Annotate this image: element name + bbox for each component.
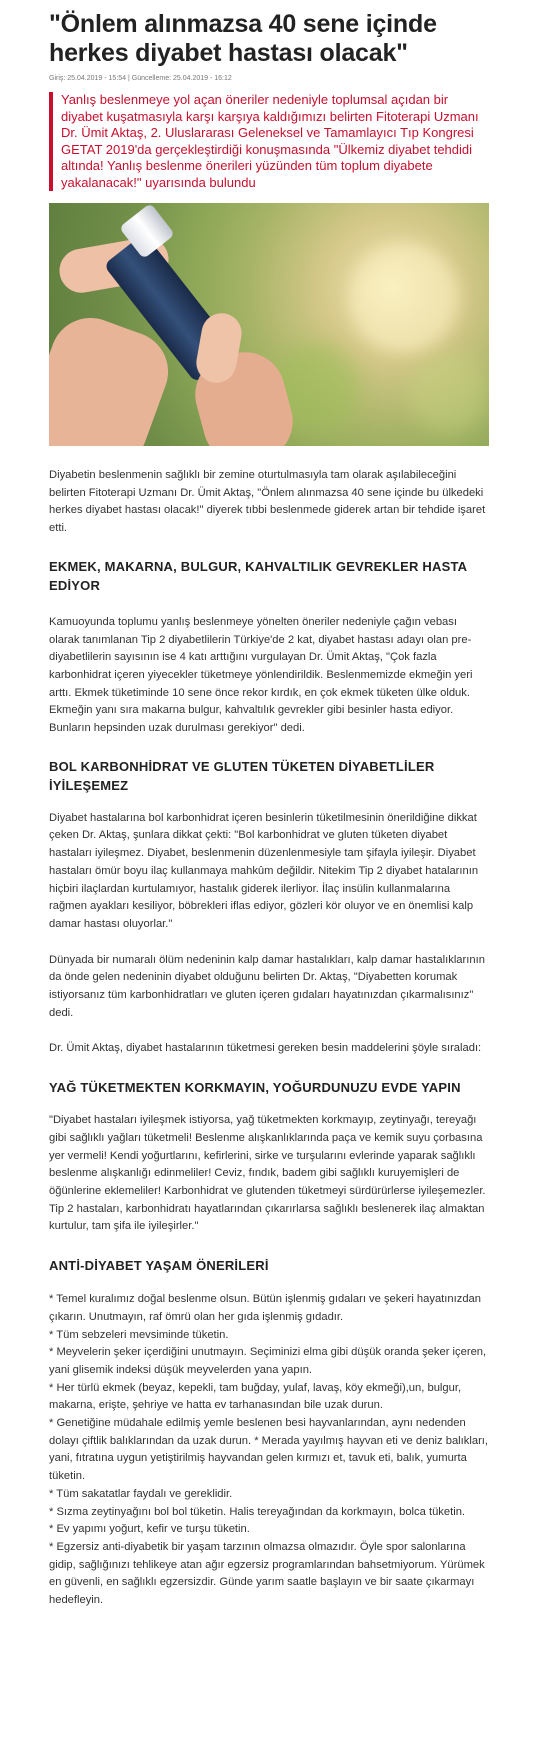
paragraph-siralama: Dr. Ümit Aktaş, diyabet hastalarının tüketmesi gereken besin maddelerini şöyle sıraladı: — [49, 1042, 482, 1055]
article-content — [49, 10, 489, 1610]
bokeh-light — [349, 243, 459, 353]
list-item: * Sızma zeytinyağını bol bol tüketin. Halis tereyağından da korkmayın, bolca tüketin. — [49, 1505, 466, 1518]
article-summary: Yanlış beslenmeye yol açan öneriler nedeniyle toplumsal açıdan bir diyabet kuşatmasıyla karşı karşıya kaldığımızı belirten Fitoterapi Uzmanı Dr. Ümit Aktaş, 2. Uluslararası Geleneksel ve Tamamlayıcı Tıp Kongresi GETAT 2019'da gerçekleştirdiği konuşmasında "Ülkemiz diyabet tehdidi altında! Yanlış beslenme önerileri yüzünden tüm toplum diyabete yakalanacak!" uyarısında bulundu — [49, 92, 489, 191]
list-item: * Ev yapımı yoğurt, kefir ve turşu tüketin. — [49, 1523, 250, 1536]
article-dates: Giriş: 25.04.2019 - 15:54 | Güncelleme: 25.04.2019 - 16:12 — [49, 75, 232, 82]
hero-image — [49, 203, 489, 446]
list-item: * Temel kuralımız doğal beslenme olsun. Bütün işlenmiş gıdaları ve şekeri hayatınızdan çıkarın. Unutmayın, raf ömrü olan her gıda işlenmiş gıdadır. — [49, 1293, 481, 1323]
heading-ekmek: EKMEK, MAKARNA, BULGUR, KAHVALTILIK GEVREKLER HASTA EDİYOR — [49, 558, 467, 593]
list-item: * Tüm sakatatlar faydalı ve gereklidir. — [49, 1487, 233, 1500]
list-item: * Her türlü ekmek (beyaz, kepekli, tam buğday, yulaf, lavaş, köy ekmeği),un, bulgur, makarna, erişte, şehriye ve hatta ev tarhanasından bile uzak durun. — [49, 1381, 462, 1412]
list-item: * Meyvelerin şeker içerdiğini unutmayın. Seçiminizi elma gibi düşük oranda şeker içeren, yani glisemik indeksi düşük meyvelerden yana yapın. — [49, 1346, 487, 1376]
list-item: * Tüm sebzeleri mevsiminde tüketin. — [49, 1328, 229, 1341]
paragraph-karbonhidrat: Diyabet hastalarına bol karbonhidrat içeren besinlerin tüketilmesinin önerildiğine dikkat çeken Dr. Aktaş, şunlara dikkat çekti: "Bol karbonhidrat ve gluten tüketen diyabet hastaları iyileşmez. Diyabet, beslenmenin düzenlenmesiyle tam şifayla iyileşir. Diyabet hastaları ömür boyu ilaç kullanmaya mahkûm değildir. Nitekim Tip 2 diyabet hatalarının hiçbiri ilaçlardan kurtulamıyor, hastalık giderek ilerliyor. İlaç insülin kullanmalarına rağmen ayakları kesiliyor, böbrekleri iflas ediyor, gözleri kör oluyor ve en önemlisi kalp damar hastası oluyorlar." — [49, 811, 479, 930]
bokeh-yellow — [409, 353, 489, 433]
paragraph-yag: "Diyabet hastaları iyileşmek istiyorsa, yağ tüketmekten korkmayıp, zeytinyağı, tereyağı gibi sağlıklı yağları tüketmeli! Beslenme alışkanlıklarında paça ve kemik suyu çorbasına yer vermeli! Kendi yoğurtlarını, kefirlerini, sirke ve turşularını evlerinde yaparak sağlıklı beslenme alışkanlığı edinmeliler! Ceviz, fındık, badem gibi sağlıklı kuruyemişleri de öğünlerine eklemeliler! Karbonhidrat ve glutenden tüketmeyi sürdürürlerse iyileşemezler. Tip 2 hastaları, karbonhidratı hayatlarından çıkarırlarsa sağlıklı beslenerek ilaç almaktan kurtulur, tam şifa ile iyileşirler." — [49, 1114, 486, 1233]
list-item: * Egzersiz anti-diyabetik bir yaşam tarzının olmazsa olmazıdır. Öyle spor salonlarına gidip, sağlığınızı tehlikeye atan ağır egzersiz programlarından bahsetmiyorum. Yürümek en güvenli, en sağlıklı egzersizdir. Günde yarım saatle başlayın ve bir saate çıkarmayı hedefleyin. — [49, 1540, 485, 1607]
paragraph-kalp: Dünyada bir numaralı ölüm nedeninin kalp damar hastalıkları, kalp damar hastalıklarının da önde gelen nedeninin diyabet olduğunu belirten Dr. Aktaş, "Diyabetten korumak istiyorsanız tüm karbonhidratları ve gluten içeren gıdaları hayatınızdan çıkarmalısınız" dedi. — [49, 953, 485, 1019]
article-title: "Önlem alınmazsa 40 sene içinde herkes diyabet hastası olacak" — [49, 10, 437, 67]
heading-anti-diyabet: ANTİ-DİYABET YAŞAM ÖNERİLERİ — [49, 1258, 269, 1274]
list-item: * Genetiğine müdahale edilmiş yemle beslenen besi hayvanlarından, aynı nedenden dolayı çiftlik balıklarından da uzak durun. * Merada yayılmış hayvan eti ve deniz balıkları, yani, fıtratına uygun yetiştirilmiş hayvandan gelen kırmızı et, tavuk eti, balık, yumurta tüketin. — [49, 1417, 489, 1483]
paragraph-ekmek: Kamuoyunda toplumu yanlış beslenmeye yönelten öneriler nedeniyle çağın vebası olarak tanımlanan Tip 2 diyabetlilerin Türkiye'de 2 kat, diyabet hastası adayı olan pre-diyabetlilerin sayısının ise 4 katı arttığını vurgulayan Dr. Ümit Aktaş, "Çok fazla karbonhidrat içeren yiyecekler tüketmeye yönlendirildik. Beslenmemizde ekmeğin yeri arttı. Ekmek tüketiminde 10 sene önce rekor kırdık, en çok ekmek tüketen ülke olduk. Ekmeğin yanı sıra makarna bulgur, kahvaltılık gevrekler gibi besinler hasta ediyor. Bunların hepsinden uzak durulması gerekiyor" dedi. — [49, 615, 473, 735]
heading-yag: YAĞ TÜKETMEKTEN KORKMAYIN, YOĞURDUNUZU EVDE YAPIN — [49, 1080, 461, 1096]
tips-list — [49, 1291, 489, 1610]
intro-paragraph: Diyabetin beslenmenin sağlıklı bir zemine oturtulmasıyla tam olarak aşılabileceğini belirten Fitoterapi Uzmanı Dr. Ümit Aktaş, "Önlem alınmazsa 40 sene içinde bu ülkedeki herkes diyabet hastası olacak!" diyerek tıbbi beslenmede giderek artan bir tehdide işaret etti. — [49, 469, 486, 535]
heading-karbonhidrat: BOL KARBONHİDRAT VE GLUTEN TÜKETEN DİYABETLİLER İYİLEŞEMEZ — [49, 758, 435, 793]
